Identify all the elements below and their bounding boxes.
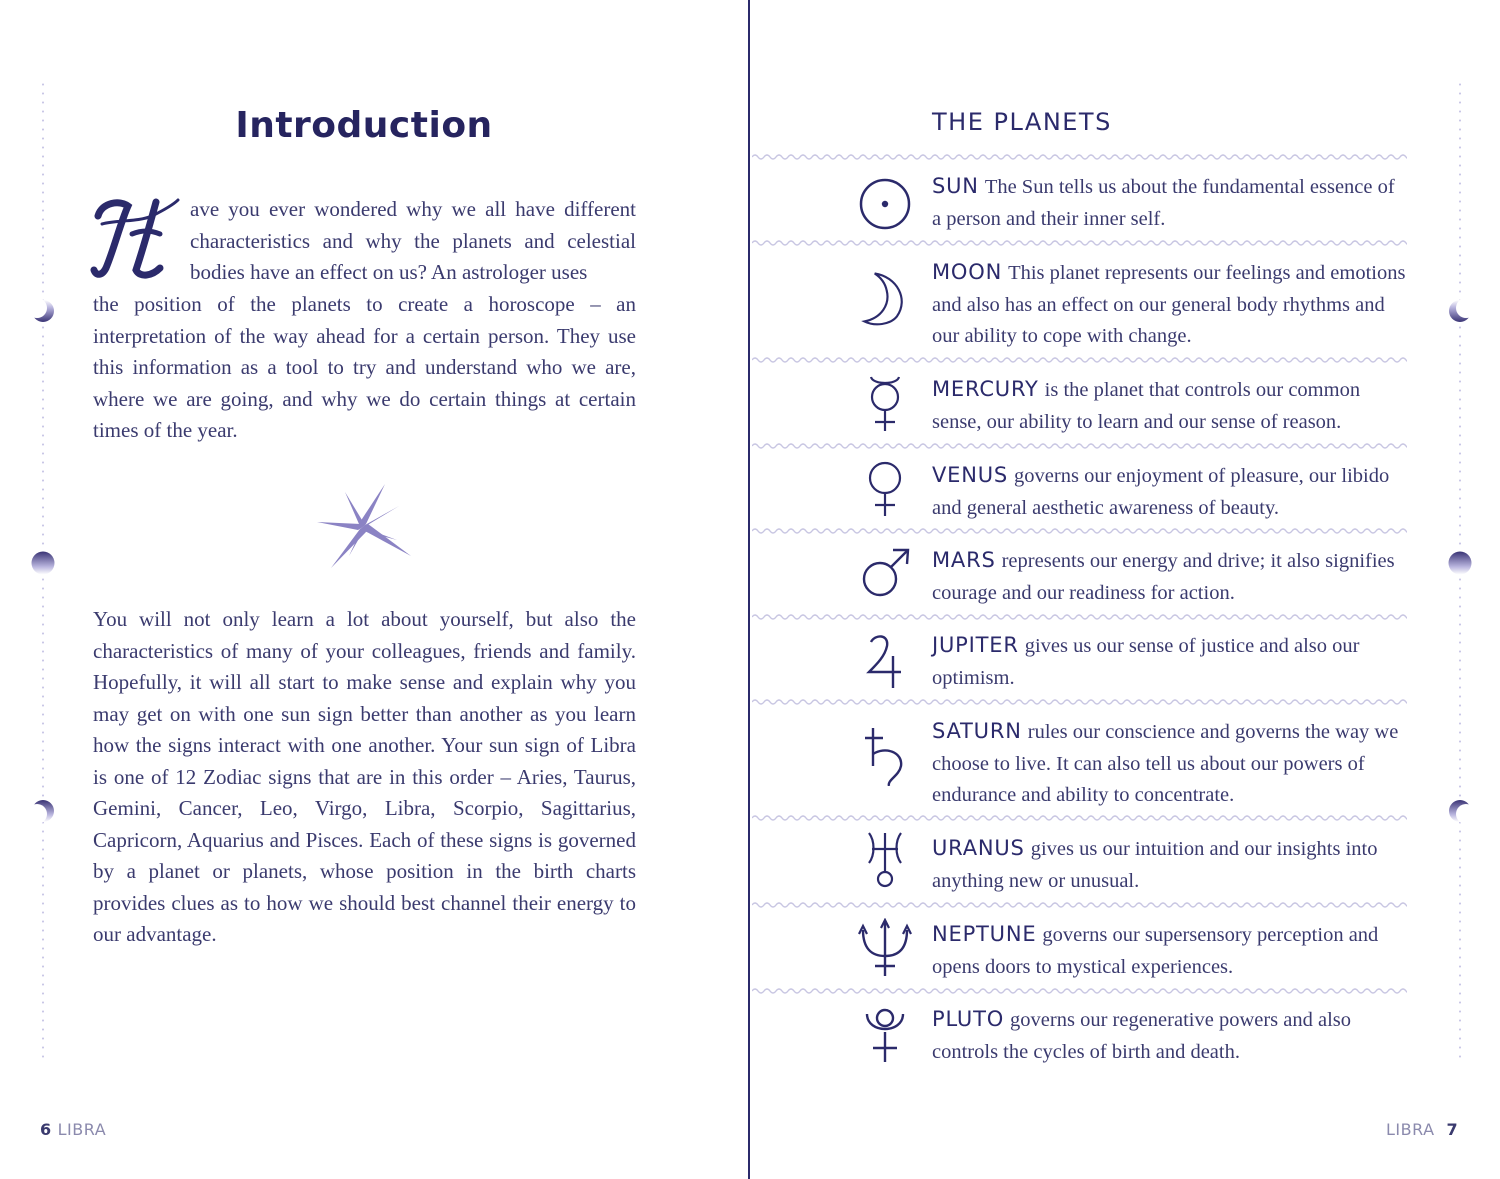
planet-name: MERCURY <box>932 377 1039 401</box>
crescent-moon-icon <box>1447 1048 1473 1074</box>
planet-name: PLUTO <box>932 1007 1005 1031</box>
planet-name: VENUS <box>932 463 1009 487</box>
mercury-symbol-icon <box>855 373 915 433</box>
wavy-divider <box>752 238 1407 248</box>
planet-name: JUPITER <box>932 633 1019 657</box>
wavy-divider <box>752 355 1407 365</box>
page-number: 6 <box>40 1120 52 1139</box>
saturn-symbol-icon <box>855 726 915 786</box>
wavy-divider <box>752 612 1407 622</box>
planet-description: governs our enjoyment of pleasure, our libido and general aesthetic awareness of beauty. <box>932 465 1390 519</box>
planet-name: SATURN <box>932 719 1022 743</box>
crescent-moon-icon <box>1447 50 1473 76</box>
wavy-divider <box>752 900 1407 910</box>
planet-name: NEPTUNE <box>932 922 1037 946</box>
uranus-symbol-icon <box>855 829 915 889</box>
wavy-divider <box>752 526 1407 536</box>
intro-paragraph-continued: the position of the planets to create a horoscope – an interpretation of the way ahead for a certain person. They use this information as a tool to try and understand who we are, where we are going, and why we do certain things at certain times of the year. <box>93 292 636 442</box>
planet-entry <box>932 1004 1407 1068</box>
running-head: LIBRA <box>1386 1120 1435 1139</box>
planet-description: This planet represents our feelings and emotions and also has an effect on our general body rhythms and our ability to cope with change. <box>932 262 1406 347</box>
left-page <box>0 0 749 1179</box>
planet-entry <box>932 630 1407 694</box>
right-moon-border <box>1445 0 1475 1179</box>
planet-entry <box>932 716 1407 812</box>
planet-description: rules our conscience and governs the way we choose to live. It can also tell us about our powers of endurance and ability to concentrate. <box>932 721 1399 806</box>
left-moon-border <box>28 0 58 1179</box>
planet-entry <box>932 460 1407 524</box>
page-title: Introduction <box>235 105 493 146</box>
wavy-divider <box>752 152 1407 162</box>
waxing-moon-icon <box>1447 798 1473 824</box>
planet-entry <box>932 919 1407 983</box>
planet-description: is the planet that controls our common sense, our ability to learn and our sense of reason. <box>932 379 1361 433</box>
sun-symbol-icon <box>855 174 915 234</box>
planet-name: MARS <box>932 548 996 572</box>
full-moon-icon <box>30 550 56 576</box>
planet-description: represents our energy and drive; it also signifies courage and our readiness for action. <box>932 550 1395 604</box>
crescent-moon-icon <box>30 50 56 76</box>
pluto-symbol-icon <box>855 1004 915 1064</box>
wavy-divider <box>752 441 1407 451</box>
dropcap-h-icon <box>90 194 182 282</box>
planet-entry <box>932 257 1407 353</box>
planet-description: governs our regenerative powers and also controls the cycles of birth and death. <box>932 1009 1352 1063</box>
jupiter-symbol-icon <box>855 630 915 690</box>
planet-entry <box>932 545 1407 609</box>
wavy-divider <box>752 813 1407 823</box>
planet-description: The Sun tells us about the fundamental essence of a person and their inner self. <box>932 176 1395 230</box>
planet-description: gives us our intuition and our insights into anything new or unusual. <box>932 838 1378 892</box>
section-title: THE PLANETS <box>932 108 1112 136</box>
page-number: 7 <box>1446 1120 1459 1139</box>
wavy-divider <box>752 986 1407 996</box>
planet-description: gives us our sense of justice and also our optimism. <box>932 635 1360 689</box>
venus-symbol-icon <box>855 458 915 518</box>
second-paragraph: You will not only learn a lot about yourself, but also the characteristics of many of your colleagues, friends and family. Hopefully, it will all start to make sense and explain why you may get on with one sun sign better than another as you learn how the signs interact with one another. Your sun sign of Libra is one of 12 Zodiac signs that are in this order – Aries, Taurus, Gemini, Cancer, Leo, Virgo, Libra, Scorpio, Sagittarius, Capricorn, Aquarius and Pisces. Each of these signs is governed by a planet or planets, whose position in the birth charts provides clues as to how we should best channel their energy to our advantage. <box>93 607 636 946</box>
running-head: LIBRA <box>57 1120 107 1139</box>
planet-name: SUN <box>932 174 979 198</box>
right-folio <box>1386 1120 1464 1139</box>
planet-description: governs our supersensory perception and opens doors to mystical experiences. <box>932 924 1379 978</box>
planet-entry <box>932 171 1407 235</box>
mars-symbol-icon <box>855 544 915 604</box>
crescent-moon-icon <box>30 1048 56 1074</box>
moon-symbol-icon <box>855 270 915 330</box>
planet-name: URANUS <box>932 836 1025 860</box>
planet-entry <box>932 833 1407 897</box>
neptune-symbol-icon <box>855 918 915 978</box>
waning-moon-icon <box>1447 298 1473 324</box>
planet-entry <box>932 374 1407 438</box>
star-icon <box>313 484 413 570</box>
wavy-divider <box>752 697 1407 707</box>
planet-name: MOON <box>932 260 1003 284</box>
waxing-moon-icon <box>30 798 56 824</box>
waning-moon-icon <box>30 298 56 324</box>
full-moon-icon <box>1447 550 1473 576</box>
left-folio <box>40 1120 106 1139</box>
intro-paragraph-start: ave you ever wondered why we all have different characteristics and why the planets and celestial bodies have an effect on us? An astrologer uses <box>190 197 636 284</box>
